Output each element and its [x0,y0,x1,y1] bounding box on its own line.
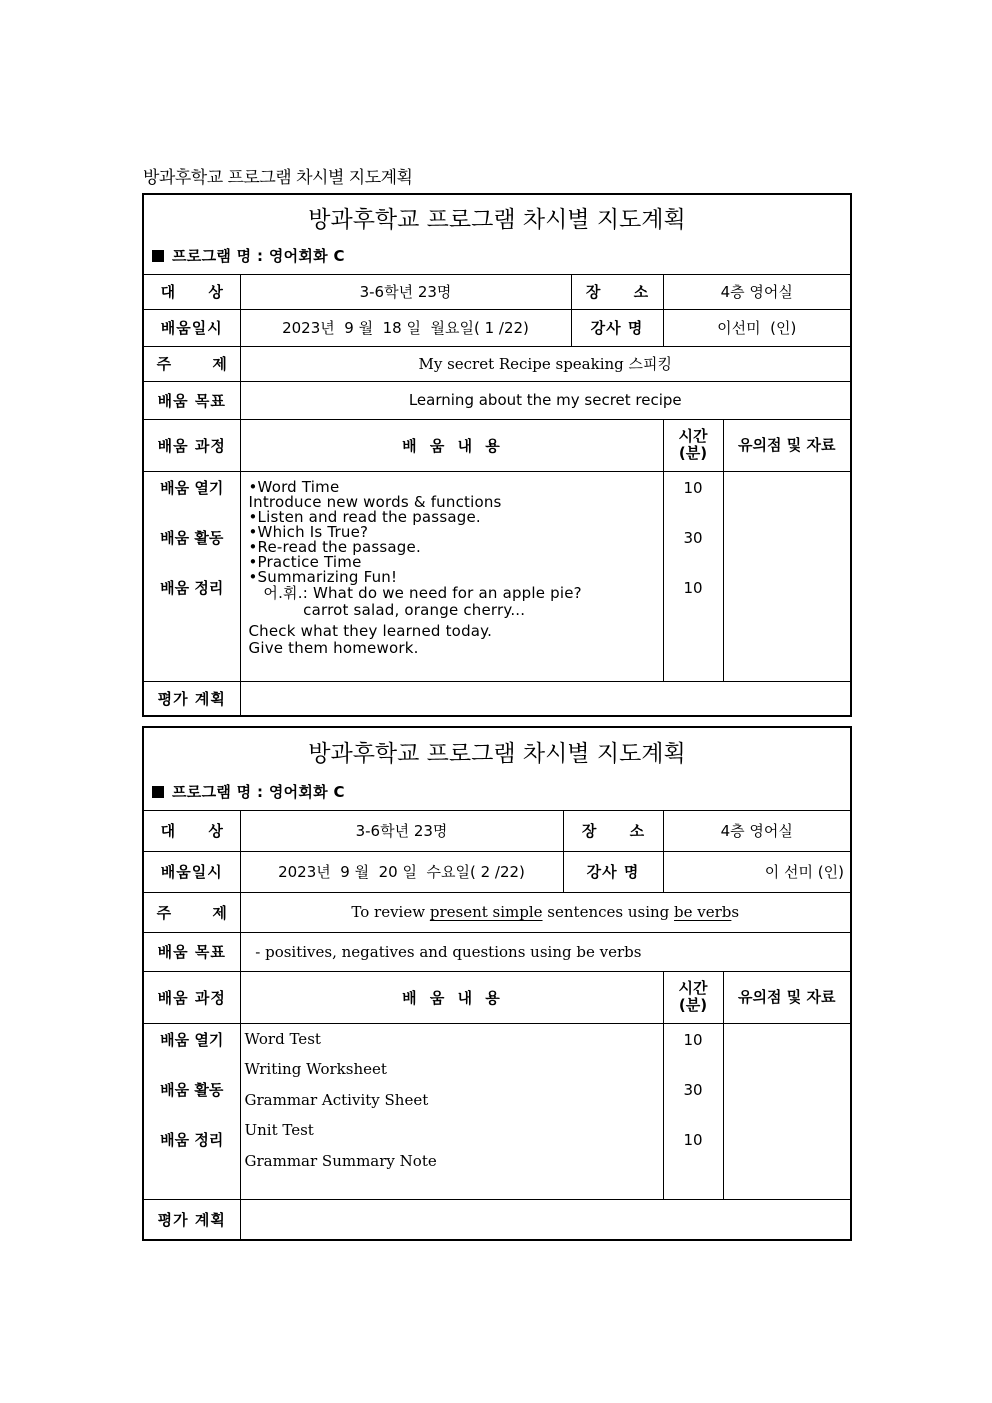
step-label: 배움 열기 [160,478,224,497]
value-place: 4층 영어실 [663,811,850,851]
content-line: carrot salad, orange cherry... [248,600,526,619]
header-time: 시간 (분) [663,971,723,1023]
process-steps [144,1023,240,1199]
content-line: Introduce new words & functions [248,492,502,511]
row-process-header [144,971,850,1023]
value-target: 3-6학년 23명 [240,275,571,309]
value-topic: To review present simple sentences using be verbs [240,892,850,932]
label-goal: 배움 목표 [144,932,240,971]
value-eval [240,681,850,715]
square-bullet-icon [152,250,164,262]
label-datetime: 배움일시 [144,309,240,346]
time-value: 10 [683,1030,703,1049]
label-process: 배움 과정 [144,971,240,1023]
label-target: 대 상 [144,811,240,851]
label-datetime: 배움일시 [144,851,240,892]
value-datetime: 2023년 9 월 18 일 월요일( 1 /22) [240,309,571,346]
content-line: •Listen and read the passage. [248,507,481,526]
row-datetime [144,851,850,892]
content-line: Grammar Summary Note [244,1151,437,1170]
label-process: 배움 과정 [144,419,240,471]
underlined-term: present simple [429,903,543,921]
program-name: 프로그램 명 : 영어회화 C [152,245,345,266]
content-line: 어.휘.: What do we need for an apple pie? [248,583,582,602]
step-label: 배움 활동 [160,528,224,547]
content-line: Word Test [244,1029,321,1048]
row-target [144,275,850,309]
content-line: Writing Worksheet [244,1060,387,1079]
plan-header [144,728,850,811]
process-content [240,471,663,681]
step-label: 배움 활동 [160,1080,224,1099]
value-goal: Learning about the my secret recipe [240,381,850,419]
content-line: Unit Test [244,1121,314,1140]
process-times [663,471,723,681]
underlined-term: be verb [674,903,732,921]
row-goal [144,932,850,971]
time-value: 10 [683,578,703,597]
value-topic: My secret Recipe speaking 스피킹 [240,346,850,381]
content-line: •Practice Time [248,552,362,571]
plan-header [144,195,850,275]
header-time: 시간 (분) [663,419,723,471]
time-value: 30 [683,1080,703,1099]
document-caption: 방과후학교 프로그램 차시별 지도계획 [143,168,413,188]
content-line: Check what they learned today. [248,621,493,640]
process-notes [723,1023,850,1199]
row-topic [144,346,850,381]
row-eval [144,1199,850,1239]
content-line: •Re-read the passage. [248,537,421,556]
process-content [240,1023,663,1199]
label-eval: 평가 계획 [144,681,240,715]
value-datetime: 2023년 9 월 20 일 수요일( 2 /22) [240,851,563,892]
lesson-plan-2 [142,726,852,1241]
label-target: 대 상 [144,275,240,309]
label-place: 장 소 [571,275,663,309]
row-target [144,811,850,851]
time-value: 10 [683,1130,703,1149]
value-instructor: 이 선미 (인) [663,851,850,892]
step-label: 배움 정리 [160,578,224,597]
content-line: •Word Time [248,477,340,496]
label-place: 장 소 [563,811,663,851]
header-content: 배 움 내 용 [240,971,663,1023]
plan-table [144,811,850,1239]
content-line: Grammar Activity Sheet [244,1090,429,1109]
value-instructor: 이선미 (인) [663,309,850,346]
step-label: 배움 열기 [160,1030,224,1049]
label-instructor: 강사 명 [563,851,663,892]
square-bullet-icon [152,786,164,798]
value-place: 4층 영어실 [663,275,850,309]
process-times [663,1023,723,1199]
label-topic: 주 제 [144,346,240,381]
row-datetime [144,309,850,346]
lesson-plan-1 [142,193,852,717]
label-eval: 평가 계획 [144,1199,240,1239]
row-process-body [144,471,850,681]
step-label: 배움 정리 [160,1130,224,1149]
header-notes: 유의점 및 자료 [723,419,850,471]
row-goal [144,381,850,419]
label-instructor: 강사 명 [571,309,663,346]
row-eval [144,681,850,715]
row-process-header [144,419,850,471]
value-target: 3-6학년 23명 [240,811,563,851]
process-notes [723,471,850,681]
program-name: 프로그램 명 : 영어회화 C [152,781,345,802]
plan-title: 방과후학교 프로그램 차시별 지도계획 [308,741,686,767]
process-steps [144,471,240,681]
header-notes: 유의점 및 자료 [723,971,850,1023]
content-line: •Summarizing Fun! [248,567,398,586]
row-process-body [144,1023,850,1199]
plan-title: 방과후학교 프로그램 차시별 지도계획 [308,207,686,233]
label-topic: 주 제 [144,892,240,932]
header-content: 배 움 내 용 [240,419,663,471]
row-topic [144,892,850,932]
content-line: •Which Is True? [248,522,369,541]
time-value: 10 [683,478,703,497]
plan-table [144,275,850,715]
label-goal: 배움 목표 [144,381,240,419]
content-line: Give them homework. [248,638,419,657]
value-eval [240,1199,850,1239]
value-goal: - positives, negatives and questions using be verbs [240,932,850,971]
time-value: 30 [683,528,703,547]
